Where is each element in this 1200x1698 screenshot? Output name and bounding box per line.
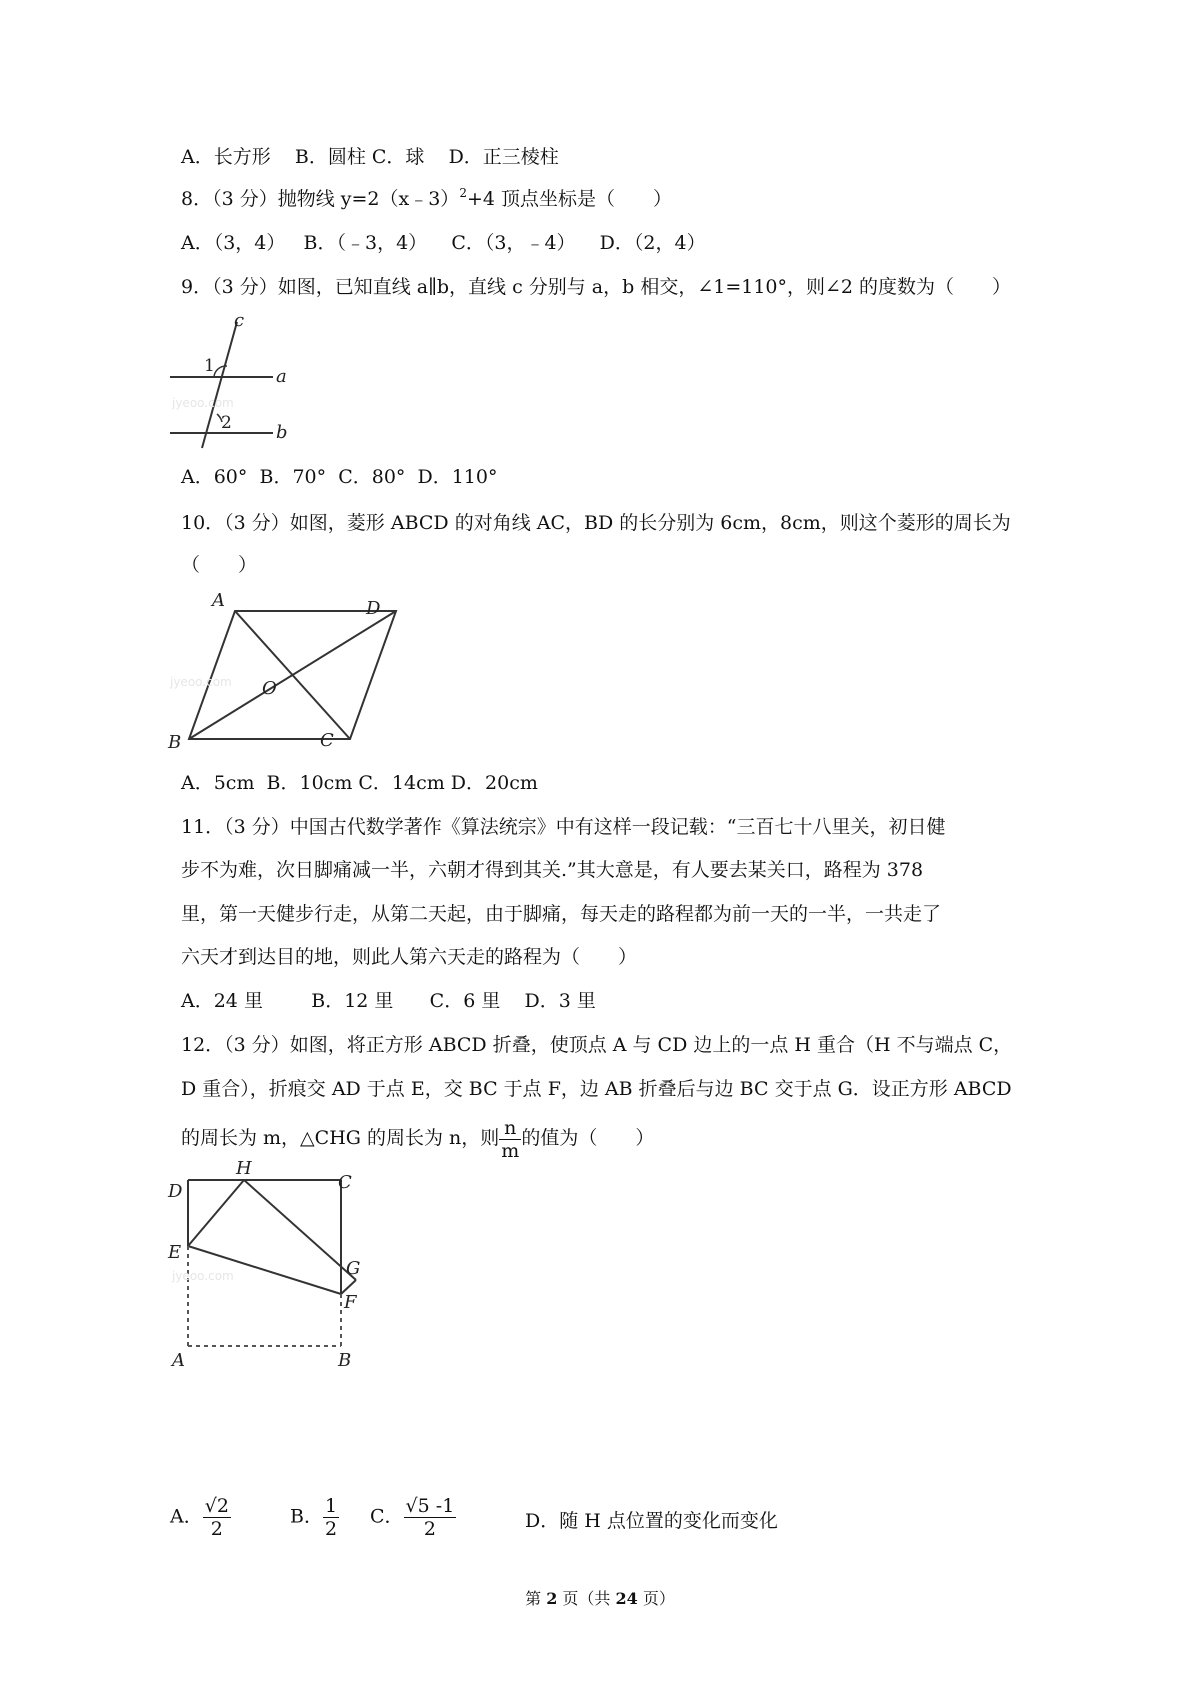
folded-square-diagram	[160, 1160, 380, 1370]
q8-options: A．（3，4） B．（﹣3，4） C．（3，﹣4） D．（2，4）	[181, 232, 706, 254]
footer-post: 页）	[637, 1589, 675, 1608]
option-c-label: C．	[370, 1505, 404, 1528]
label-F: F	[344, 1292, 357, 1313]
segment-eh	[188, 1180, 244, 1246]
option-b-label: B．	[290, 1505, 323, 1528]
watermark: jyeoo.com	[170, 675, 232, 689]
option-a-den: 2	[210, 1518, 223, 1540]
q11-line4: 六天才到达目的地，则此人第六天走的路程为（ ）	[181, 946, 638, 968]
q8-stem-b: +4 顶点坐标是（ ）	[466, 188, 673, 210]
q8-stem	[181, 186, 672, 214]
label-D: D	[366, 598, 381, 619]
q7-options: A．长方形 B．圆柱 C．球 D．正三棱柱	[181, 146, 559, 168]
q10-stem-line2: （ ）	[181, 554, 258, 576]
q12-line3-b: 的值为（ ）	[521, 1127, 655, 1149]
q10-options: A．5cm B．10cm C．14cm D．20cm	[181, 772, 538, 794]
q12-line3	[181, 1114, 654, 1162]
option-a-label: A．	[170, 1505, 203, 1528]
parallel-lines-diagram	[170, 310, 310, 460]
q12-option-b	[290, 1495, 339, 1540]
label-c: c	[234, 310, 245, 331]
q11-line2: 步不为难，次日脚痛减一半，六朝才得到其关.”其大意是，有人要去某关口，路程为 378	[181, 859, 924, 881]
q11-line1: 11．（3 分）中国古代数学著作《算法统宗》中有这样一段记载：“三百七十八里关，初日健	[181, 816, 946, 838]
q9-stem: 9．（3 分）如图，已知直线 a∥b，直线 c 分别与 a，b 相交，∠1=110°，则∠2 的度数为（ ）	[181, 276, 1012, 298]
frac-denominator: m	[501, 1139, 520, 1162]
rhombus-diagram	[160, 590, 400, 760]
q11-line3: 里，第一天健步行走，从第二天起，由于脚痛，每天走的路程都为前一天的一半，一共走了	[181, 903, 942, 925]
label-O: O	[262, 678, 277, 699]
label-b: b	[276, 422, 288, 443]
page-footer	[0, 1586, 1200, 1609]
q10-figure	[160, 590, 400, 760]
footer-mid: 页（共	[557, 1589, 616, 1608]
label-C: C	[320, 730, 334, 751]
q8-stem-a: 8．（3 分）抛物线 y=2（x﹣3）	[181, 188, 460, 210]
q11-options: A．24 里 B．12 里 C．6 里 D．3 里	[181, 990, 596, 1012]
q12-option-a	[170, 1495, 231, 1540]
watermark: jyeoo.com	[172, 396, 234, 410]
q8-exponent: 2	[459, 186, 467, 200]
label-angle-1: 1	[204, 356, 215, 376]
fraction-n-over-m	[499, 1117, 521, 1162]
label-D: D	[168, 1181, 183, 1202]
q12-line2: D 重合），折痕交 AD 于点 E，交 BC 于点 F，边 AB 折叠后与边 BC 交于点 G．设正方形 ABCD	[181, 1078, 1012, 1100]
label-a: a	[276, 366, 287, 387]
footer-pre: 第	[525, 1589, 547, 1608]
label-C: C	[338, 1172, 352, 1193]
frac-numerator: n	[499, 1117, 521, 1140]
watermark: jyeoo.com	[172, 1269, 234, 1283]
q12-line3-a: 的周长为 m，△CHG 的周长为 n，则	[181, 1127, 500, 1149]
label-angle-2: 2	[221, 413, 232, 433]
label-H: H	[236, 1158, 252, 1179]
label-A: A	[172, 1350, 185, 1371]
option-a-num: √2	[204, 1495, 229, 1517]
option-c-den: 2	[423, 1518, 436, 1540]
footer-page-number: 2	[546, 1589, 558, 1608]
label-B: B	[168, 732, 182, 753]
option-b-num: 1	[324, 1495, 338, 1517]
option-c-fraction	[404, 1495, 457, 1540]
q12-figure	[160, 1160, 380, 1370]
footer-total-pages: 24	[615, 1589, 638, 1608]
segment-hg	[244, 1180, 356, 1280]
q12-option-c	[370, 1495, 456, 1540]
q12-option-d: D．随 H 点位置的变化而变化	[525, 1510, 778, 1532]
option-a-fraction	[203, 1495, 231, 1540]
option-b-fraction	[323, 1495, 339, 1540]
q9-options: A．60° B．70° C．80° D．110°	[181, 466, 498, 488]
q9-figure	[170, 310, 310, 460]
label-G: G	[346, 1258, 361, 1279]
option-b-den: 2	[324, 1518, 338, 1540]
q10-stem-line1: 10．（3 分）如图，菱形 ABCD 的对角线 AC，BD 的长分别为 6cm，8cm，则这个菱形的周长为	[181, 512, 1011, 534]
option-c-num: √5 -1	[405, 1495, 455, 1517]
q12-line1: 12．（3 分）如图，将正方形 ABCD 折叠，使顶点 A 与 CD 边上的一点 H 重合（H 不与端点 C，	[181, 1034, 1013, 1056]
label-A: A	[212, 590, 225, 611]
label-B: B	[338, 1350, 352, 1371]
label-E: E	[168, 1242, 182, 1263]
